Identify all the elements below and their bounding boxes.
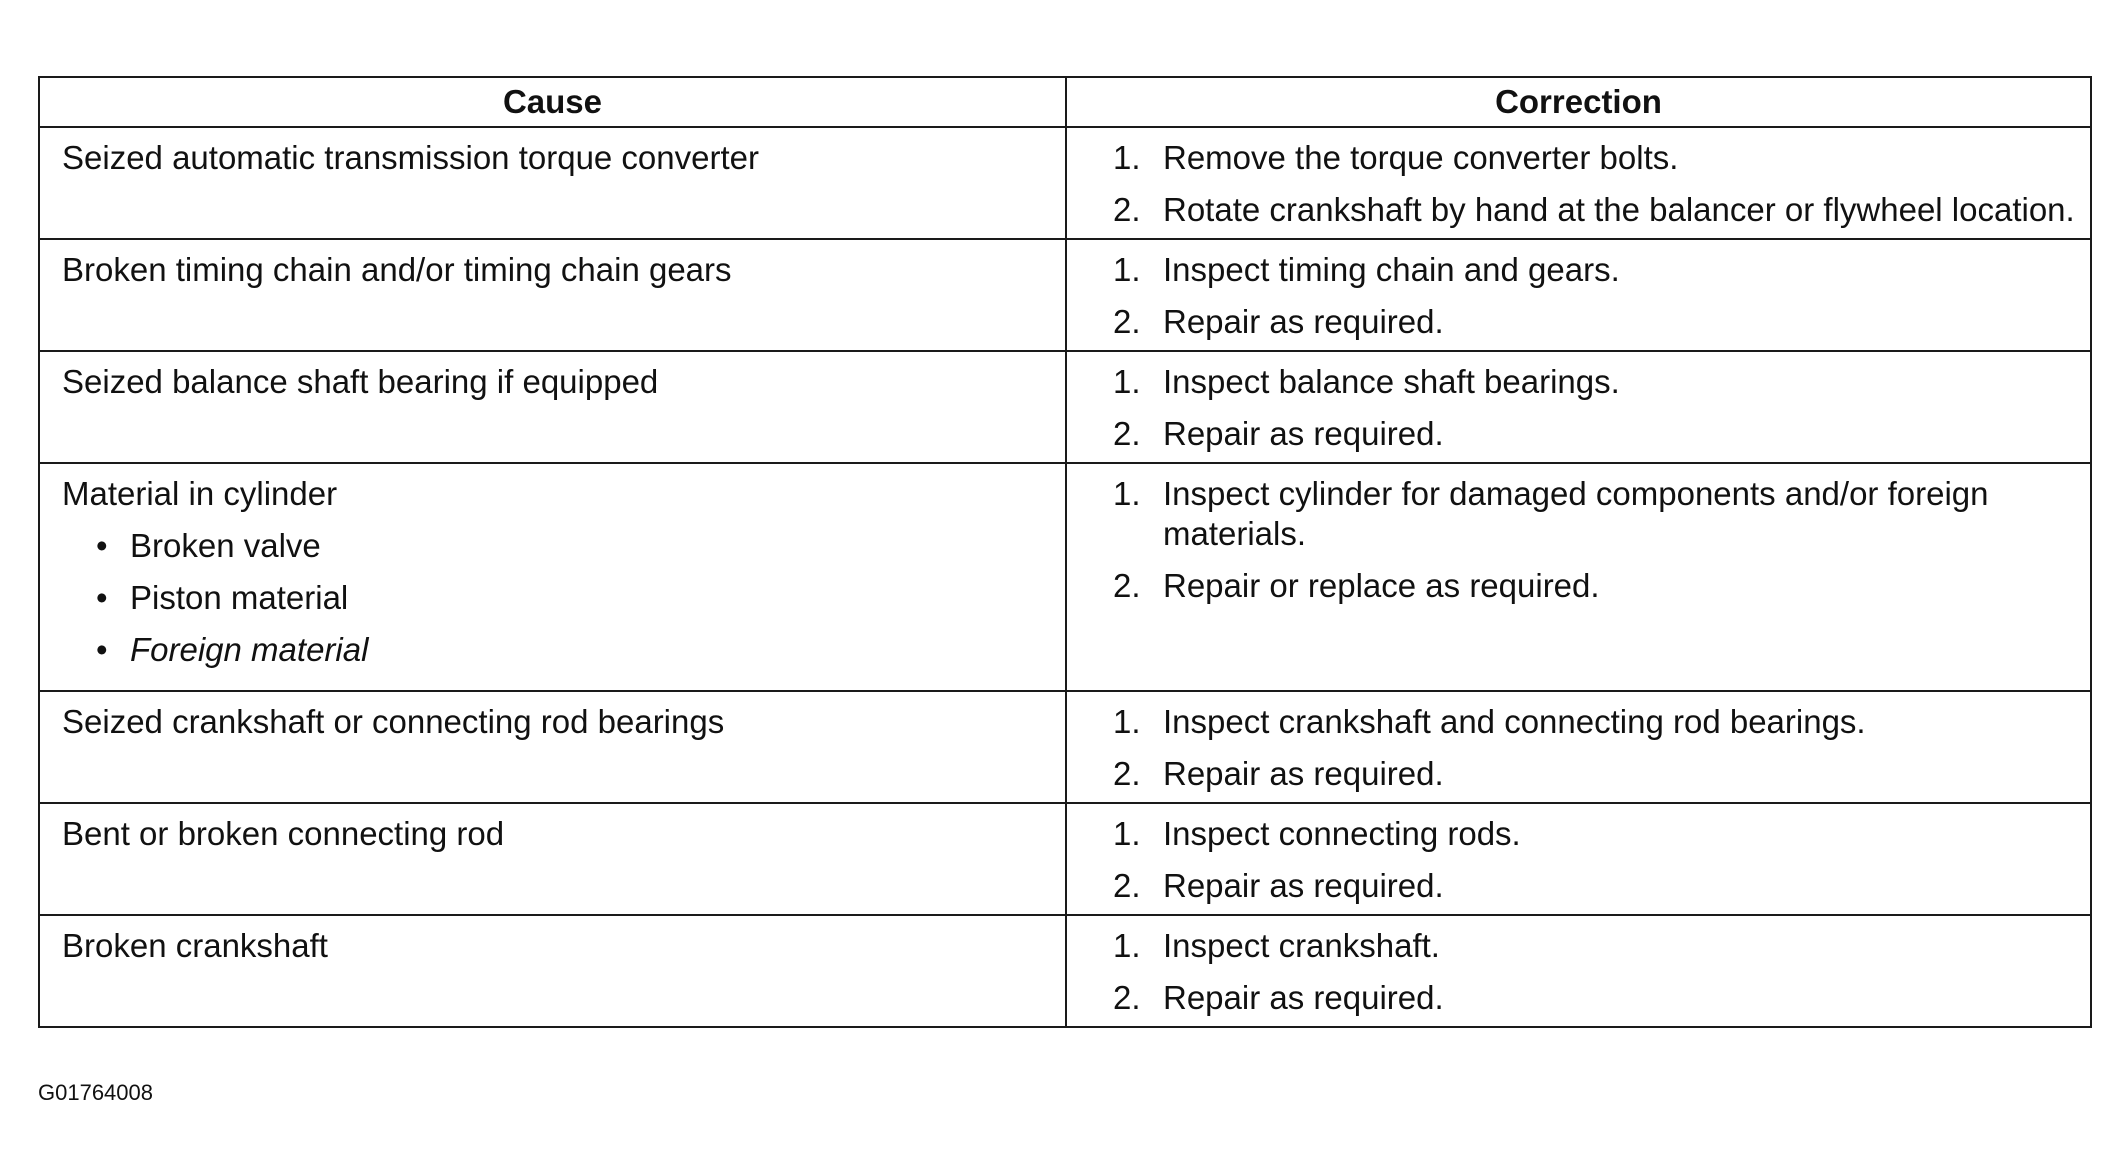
cause-cell bbox=[39, 463, 1066, 691]
step-text: Inspect timing chain and gears. bbox=[1163, 251, 1620, 288]
cause-text: Seized balance shaft bearing if equipped bbox=[62, 363, 659, 400]
step-text: Repair as required. bbox=[1163, 979, 1444, 1016]
list-item bbox=[1113, 702, 2080, 742]
header-cause: Cause bbox=[39, 77, 1066, 127]
table-row bbox=[39, 127, 2091, 239]
bullet-text: Broken valve bbox=[130, 527, 321, 564]
cause-text: Bent or broken connecting rod bbox=[62, 815, 505, 852]
table-row bbox=[39, 463, 2091, 691]
list-item bbox=[1113, 978, 2080, 1018]
correction-step-list bbox=[1113, 702, 2080, 794]
list-item bbox=[62, 630, 1045, 670]
correction-step-list bbox=[1113, 250, 2080, 342]
step-number: 2. bbox=[1113, 415, 1141, 452]
cause-text: Broken crankshaft bbox=[62, 927, 328, 964]
cause-correction-table bbox=[38, 76, 2092, 1028]
table-row bbox=[39, 803, 2091, 915]
list-item bbox=[1113, 814, 2080, 854]
table-row bbox=[39, 351, 2091, 463]
bullet-icon: • bbox=[96, 579, 108, 616]
step-number: 2. bbox=[1113, 303, 1141, 340]
list-item bbox=[1113, 190, 2080, 230]
step-text: Inspect crankshaft and connecting rod bearings. bbox=[1163, 703, 1866, 740]
list-item bbox=[62, 578, 1045, 618]
table-header-row bbox=[39, 77, 2091, 127]
step-number: 1. bbox=[1113, 251, 1141, 288]
list-item bbox=[1113, 414, 2080, 454]
cause-cell bbox=[39, 691, 1066, 803]
step-number: 1. bbox=[1113, 927, 1141, 964]
step-number: 1. bbox=[1113, 815, 1141, 852]
step-number: 2. bbox=[1113, 979, 1141, 1016]
cause-cell bbox=[39, 803, 1066, 915]
table-body bbox=[39, 127, 2091, 1027]
list-item bbox=[62, 526, 1045, 566]
table-row bbox=[39, 691, 2091, 803]
correction-step-list bbox=[1113, 474, 2080, 606]
cause-cell bbox=[39, 915, 1066, 1027]
step-text: Repair as required. bbox=[1163, 867, 1444, 904]
cause-bullet-list bbox=[62, 526, 1045, 670]
bullet-icon: • bbox=[96, 527, 108, 564]
step-number: 1. bbox=[1113, 363, 1141, 400]
list-item bbox=[1113, 138, 2080, 178]
step-text: Inspect connecting rods. bbox=[1163, 815, 1521, 852]
step-number: 2. bbox=[1113, 867, 1141, 904]
list-item bbox=[1113, 566, 2080, 606]
table-row bbox=[39, 239, 2091, 351]
cause-cell bbox=[39, 351, 1066, 463]
cause-text: Seized crankshaft or connecting rod bearings bbox=[62, 703, 725, 740]
correction-step-list bbox=[1113, 814, 2080, 906]
correction-cell bbox=[1066, 127, 2091, 239]
correction-cell bbox=[1066, 691, 2091, 803]
step-text: Repair as required. bbox=[1163, 415, 1444, 452]
header-correction: Correction bbox=[1066, 77, 2091, 127]
step-text: Repair as required. bbox=[1163, 303, 1444, 340]
step-text: Inspect crankshaft. bbox=[1163, 927, 1440, 964]
correction-step-list bbox=[1113, 138, 2080, 230]
list-item bbox=[1113, 754, 2080, 794]
step-text: Repair or replace as required. bbox=[1163, 567, 1600, 604]
step-text: Inspect cylinder for damaged components and/or foreign materials. bbox=[1163, 475, 1989, 552]
list-item bbox=[1113, 926, 2080, 966]
bullet-text: Piston material bbox=[130, 579, 349, 616]
correction-cell bbox=[1066, 915, 2091, 1027]
step-text: Repair as required. bbox=[1163, 755, 1444, 792]
list-item bbox=[1113, 250, 2080, 290]
step-number: 2. bbox=[1113, 755, 1141, 792]
correction-step-list bbox=[1113, 926, 2080, 1018]
cause-cell bbox=[39, 239, 1066, 351]
list-item bbox=[1113, 302, 2080, 342]
cause-text: Broken timing chain and/or timing chain gears bbox=[62, 251, 732, 288]
correction-step-list bbox=[1113, 362, 2080, 454]
correction-cell bbox=[1066, 463, 2091, 691]
cause-text: Seized automatic transmission torque converter bbox=[62, 139, 759, 176]
correction-cell bbox=[1066, 803, 2091, 915]
list-item bbox=[1113, 362, 2080, 402]
list-item bbox=[1113, 866, 2080, 906]
cause-cell bbox=[39, 127, 1066, 239]
cause-text: Material in cylinder bbox=[62, 475, 338, 512]
figure-id: G01764008 bbox=[38, 1080, 153, 1105]
correction-cell bbox=[1066, 239, 2091, 351]
bullet-text: Foreign material bbox=[130, 631, 369, 668]
step-text: Inspect balance shaft bearings. bbox=[1163, 363, 1620, 400]
step-number: 1. bbox=[1113, 139, 1141, 176]
step-text: Rotate crankshaft by hand at the balancer or flywheel location. bbox=[1163, 191, 2075, 228]
step-text: Remove the torque converter bolts. bbox=[1163, 139, 1679, 176]
step-number: 1. bbox=[1113, 475, 1141, 512]
step-number: 2. bbox=[1113, 567, 1141, 604]
list-item bbox=[1113, 474, 2080, 554]
step-number: 2. bbox=[1113, 191, 1141, 228]
bullet-icon: • bbox=[96, 631, 108, 668]
step-number: 1. bbox=[1113, 703, 1141, 740]
table-row bbox=[39, 915, 2091, 1027]
correction-cell bbox=[1066, 351, 2091, 463]
